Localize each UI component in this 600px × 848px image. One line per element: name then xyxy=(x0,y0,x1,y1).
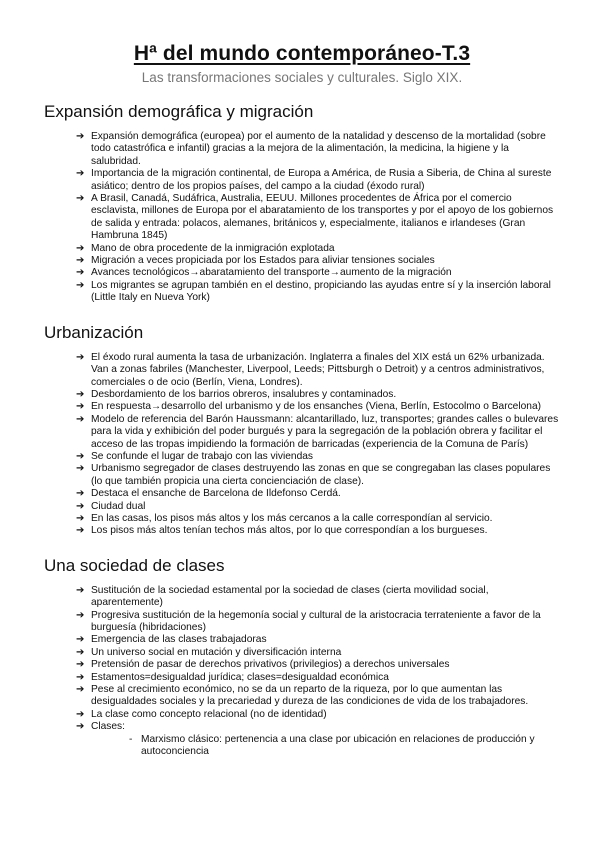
list-item xyxy=(78,585,560,610)
list-item-text: A Brasil, Canadá, Sudáfrica, Australia, EEUU. Millones procedentes de África por el comercio esclavista, millones de Europa por el abaratamiento de los transportes y por el apoyo de los gobiernos de salida y entrada: polacos, alemanes, británicos y, especialmente, italianos e irlandeses (Gran Hambruna 1845) xyxy=(91,193,554,242)
arrow-bullet-icon: ➔ xyxy=(76,721,85,733)
list-item xyxy=(78,255,560,267)
list-item xyxy=(78,709,560,721)
list-item-text: Pese al crecimiento económico, no se da un reparto de la riqueza, por lo que aumentan las desigualdades sociales y la precariedad y dureza de las condiciones de vida de los trabajadores. xyxy=(91,684,529,708)
list-item xyxy=(78,672,560,684)
list-item-text: La clase como concepto relacional (no de identidad) xyxy=(91,708,327,720)
list-item-text: En las casas, los pisos más altos y los más cercanos a la calle correspondían al servicio. xyxy=(91,512,493,524)
arrow-bullet-icon: ➔ xyxy=(76,168,85,180)
list-item-text: Ciudad dual xyxy=(91,500,146,512)
list-item-text: Los pisos más altos tenían techos más altos, por lo que correspondían a los burgueses. xyxy=(91,525,488,537)
list-item-text: Estamentos=desigualdad jurídica; clases=desigualdad económica xyxy=(91,671,389,683)
arrow-bullet-icon: ➔ xyxy=(76,450,85,462)
bullet-list-demography xyxy=(44,131,560,305)
list-item xyxy=(78,414,560,451)
list-item xyxy=(78,168,560,193)
list-item-text: Pretensión de pasar de derechos privativos (privilegios) a derechos universales xyxy=(91,659,450,671)
arrow-bullet-icon: ➔ xyxy=(76,659,85,671)
sub-list-item-text: Marxismo clásico: pertenencia a una clase por ubicación en relaciones de producción y autoconciencia xyxy=(141,733,535,758)
list-item xyxy=(78,451,560,463)
arrow-bullet-icon: ➔ xyxy=(76,131,85,142)
arrow-bullet-icon: ➔ xyxy=(76,242,85,254)
arrow-bullet-icon: ➔ xyxy=(76,512,85,524)
arrow-bullet-icon: ➔ xyxy=(76,255,85,267)
list-item-text: Urbanismo segregador de clases destruyendo las zonas en que se congregaban las clases populares (lo que también propicia una cierta concienciación de clase). xyxy=(91,463,551,487)
list-item xyxy=(78,659,560,671)
sub-list-classes xyxy=(91,734,560,759)
arrow-bullet-icon: ➔ xyxy=(76,413,85,425)
sub-list-item xyxy=(129,734,560,759)
list-item-text: Clases: xyxy=(91,721,125,733)
list-item-text: Avances tecnológicos→abaratamiento del transporte→aumento de la migración xyxy=(91,267,452,279)
list-item xyxy=(78,389,560,401)
list-item-text: Importancia de la migración continental, de Europa a América, de Rusia a Siberia, de China al sureste asiático; dentro de los propios países, del campo a la ciudad (éxodo rural) xyxy=(91,168,552,192)
section-heading-urbanization: Urbanización xyxy=(44,322,144,342)
arrow-bullet-icon: ➔ xyxy=(76,525,85,537)
list-item-text: Desbordamiento de los barrios obreros, insalubres y contaminados. xyxy=(91,388,397,400)
list-item xyxy=(78,525,560,537)
list-item-text: Expansión demográfica (europea) por el aumento de la natalidad y descenso de la mortalidad (sobre todo catastrófica e infantil) gracias a la mejora de la alimentación, la medicina, la higiene y la salubridad. xyxy=(91,131,546,167)
page-title: Hª del mundo contemporáneo-T.3 xyxy=(133,42,471,65)
list-item xyxy=(78,267,560,279)
arrow-bullet-icon: ➔ xyxy=(76,267,85,279)
list-item-text: Los migrantes se agrupan también en el destino, propiciando las ayudas entre sí y la inserción laboral (Little Italy en Nueva York) xyxy=(91,279,551,304)
dash-bullet-icon: - xyxy=(129,733,133,745)
arrow-bullet-icon: ➔ xyxy=(76,584,85,596)
list-item-text: Se confunde el lugar de trabajo con las viviendas xyxy=(91,450,314,462)
list-item xyxy=(78,513,560,525)
list-item xyxy=(78,488,560,500)
section-heading-class-society: Una sociedad de clases xyxy=(44,555,225,575)
arrow-bullet-icon: ➔ xyxy=(76,671,85,683)
arrow-bullet-icon: ➔ xyxy=(76,646,85,658)
list-item xyxy=(78,401,560,413)
list-item-text: Progresiva sustitución de la hegemonía social y cultural de la aristocracia terrateniente a favor de la burguesía (hibridaciones) xyxy=(91,609,541,633)
arrow-bullet-icon: ➔ xyxy=(76,351,85,363)
arrow-bullet-icon: ➔ xyxy=(76,609,85,621)
list-item xyxy=(78,193,560,243)
list-item xyxy=(78,634,560,646)
arrow-bullet-icon: ➔ xyxy=(76,463,85,475)
list-item-text: Emergencia de las clases trabajadoras xyxy=(91,634,267,646)
arrow-bullet-icon: ➔ xyxy=(76,500,85,512)
list-item xyxy=(78,280,560,305)
list-item xyxy=(78,501,560,513)
arrow-bullet-icon: ➔ xyxy=(76,401,85,413)
list-item xyxy=(78,243,560,255)
bullet-list-urbanization xyxy=(44,352,560,538)
list-item-text: Modelo de referencia del Barón Haussmann: alcantarillado, luz, transportes; grandes calles o bulevares para la vida y exhibición del poder burgués y para la segregación de la población obrera y facilitar el acceso de las tropas impidiendo la formación de barricadas (experiencia de la Comuna de París) xyxy=(91,413,559,450)
arrow-bullet-icon: ➔ xyxy=(76,279,85,291)
arrow-bullet-icon: ➔ xyxy=(76,488,85,500)
list-item xyxy=(78,610,560,635)
list-item-text: El éxodo rural aumenta la tasa de urbanización. Inglaterra a finales del XIX está un 62% urbanizada. Van a zonas fabriles (Manchester, Liverpool, Leeds; Pittsburgh o Detroit) y a centros administrativos, comerciales o de ocio (Berlín, Viena, Londres). xyxy=(91,351,545,388)
list-item xyxy=(78,684,560,709)
arrow-bullet-icon: ➔ xyxy=(76,193,85,205)
list-item-text: Destaca el ensanche de Barcelona de Ildefonso Cerdá. xyxy=(91,488,341,500)
page-subtitle: Las transformaciones sociales y culturales. Siglo XIX. xyxy=(141,70,463,85)
list-item xyxy=(78,352,560,389)
list-item xyxy=(78,131,560,168)
list-item-text: Migración a veces propiciada por los Estados para aliviar tensiones sociales xyxy=(91,255,435,267)
arrow-bullet-icon: ➔ xyxy=(76,634,85,646)
arrow-bullet-icon: ➔ xyxy=(76,684,85,696)
bullet-list-class-society xyxy=(44,585,560,759)
list-item-text: En respuesta→desarrollo del urbanismo y de los ensanches (Viena, Berlín, Estocolmo o Barcelona) xyxy=(91,401,542,413)
list-item xyxy=(78,721,560,758)
list-item-text: Sustitución de la sociedad estamental por la sociedad de clases (cierta movilidad social, aparentemente) xyxy=(91,584,489,609)
arrow-bullet-icon: ➔ xyxy=(76,708,85,720)
list-item xyxy=(78,647,560,659)
section-heading-demography: Expansión demográfica y migración xyxy=(44,102,314,121)
list-item-text: Un universo social en mutación y diversificación interna xyxy=(91,646,342,658)
arrow-bullet-icon: ➔ xyxy=(76,388,85,400)
list-item xyxy=(78,463,560,488)
list-item-text: Mano de obra procedente de la inmigración explotada xyxy=(91,242,335,254)
